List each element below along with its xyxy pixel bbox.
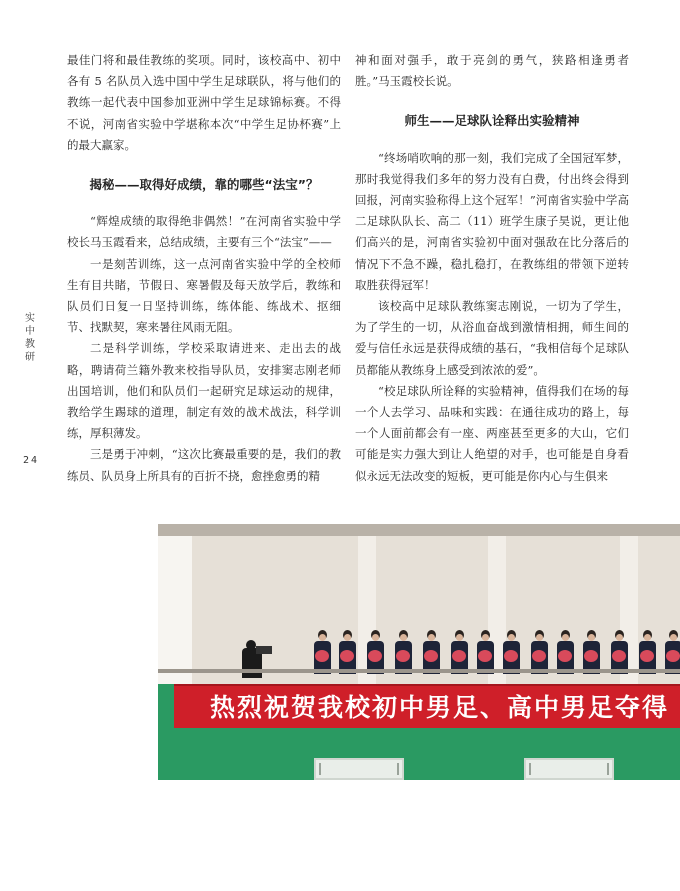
right-column: [355, 50, 629, 487]
paragraph: 最佳门将和最佳教练的奖项。同时，该校高中、初中各有 5 名队员入选中国中学生足球联队，将与他们的教练一起代表中国参加亚洲中学生足球锦标赛。不得不说，河南省实验中学堪称本次“中学生足协杯赛”上的最大赢家。: [67, 53, 341, 152]
stand-railing: [158, 669, 680, 673]
player-figure: [450, 630, 468, 674]
side-label-char: 教: [25, 339, 35, 350]
player-figure: [476, 630, 494, 674]
side-label-char: 实: [25, 313, 35, 324]
player-figure: [313, 630, 331, 674]
player-figure: [502, 630, 520, 674]
paragraph: 三是勇于冲刺，“这次比赛最重要的是，我们的教练员、队员身上所具有的百折不挠，愈挫愈勇的精: [67, 447, 341, 483]
player-figure: [664, 630, 680, 674]
paragraph: 一是刻苦训练，这一点河南省实验中学的全校师生有目共睹，节假日、寒暑假及每天放学后，教练和队员们日复一日坚持训练，练体能、练战术、抠细节、找默契，寒来暑往风雨无阻。: [67, 256, 341, 335]
side-label-char: 研: [25, 352, 35, 363]
page-number: 24: [23, 455, 40, 466]
player-figure: [638, 630, 656, 674]
team-celebration-photo: [158, 524, 680, 780]
window: [314, 758, 404, 780]
window: [524, 758, 614, 780]
paragraph: “校足球队所诠释的实验精神，值得我们在场的每一个人去学习、品味和实践：在通往成功的路上，每一个人面前都会有一座、两座甚至更多的大山，它们可能是实力强大到让人绝望的对手，也可能是自身看似永远无法改变的短板，更可能是你内心与生俱来: [355, 383, 629, 483]
player-figure: [394, 630, 412, 674]
celebration-banner: 热烈祝贺我校初中男足、高中男足夺得: [174, 684, 680, 728]
paragraph: “终场哨吹响的那一刻，我们完成了全国冠军梦，那时我觉得我们多年的努力没有白费，付出终会得到回报，河南实验称得上这个冠军！”河南省实验中学高二足球队队长、高二（11）班学生康子昊说，更让他们高兴的是，河南省实验初中面对强敌在比分落后的情况下不急不躁，稳扎稳打，在教练组的带领下逆转取胜获得冠军！: [355, 150, 629, 292]
player-figure: [422, 630, 440, 674]
player-figure: [530, 630, 548, 674]
paragraph: 神和面对强手，敢于亮剑的勇气，狭路相逢勇者胜。”马玉霞校长说。: [355, 53, 629, 89]
player-figure: [338, 630, 356, 674]
side-label-char: 中: [25, 326, 35, 337]
journal-section-label: [23, 312, 37, 364]
paragraph: 该校高中足球队教练窦志刚说，一切为了学生，为了学生的一切，从浴血奋战到激情相拥，师生间的爱与信任永远是获得成绩的基石，“我相信每个足球队员都能从教练身上感受到浓浓的爱”。: [355, 299, 629, 377]
player-figure: [366, 630, 384, 674]
paragraph: “辉煌成绩的取得绝非偶然！”在河南省实验中学校长马玉霞看来，总结成绩，主要有三个“法宝”——: [67, 214, 341, 250]
paragraph: 二是科学训练，学校采取请进来、走出去的战略，聘请荷兰籍外教来校指导队员，安排窦志刚老师出国培训，他们和队员们一起研究足球运动的规律，教给学生踢球的道理，制定有效的战术战法，科学训练，厚积薄发。: [67, 341, 341, 441]
player-figure: [610, 630, 628, 674]
player-figure: [582, 630, 600, 674]
stand-roof: [158, 524, 680, 536]
player-figure: [556, 630, 574, 674]
section-heading: 师生——足球队诠释出实验精神: [404, 113, 580, 129]
section-heading: 揭秘——取得好成绩，靠的哪些“法宝”？: [89, 177, 319, 193]
left-column: [67, 50, 341, 487]
